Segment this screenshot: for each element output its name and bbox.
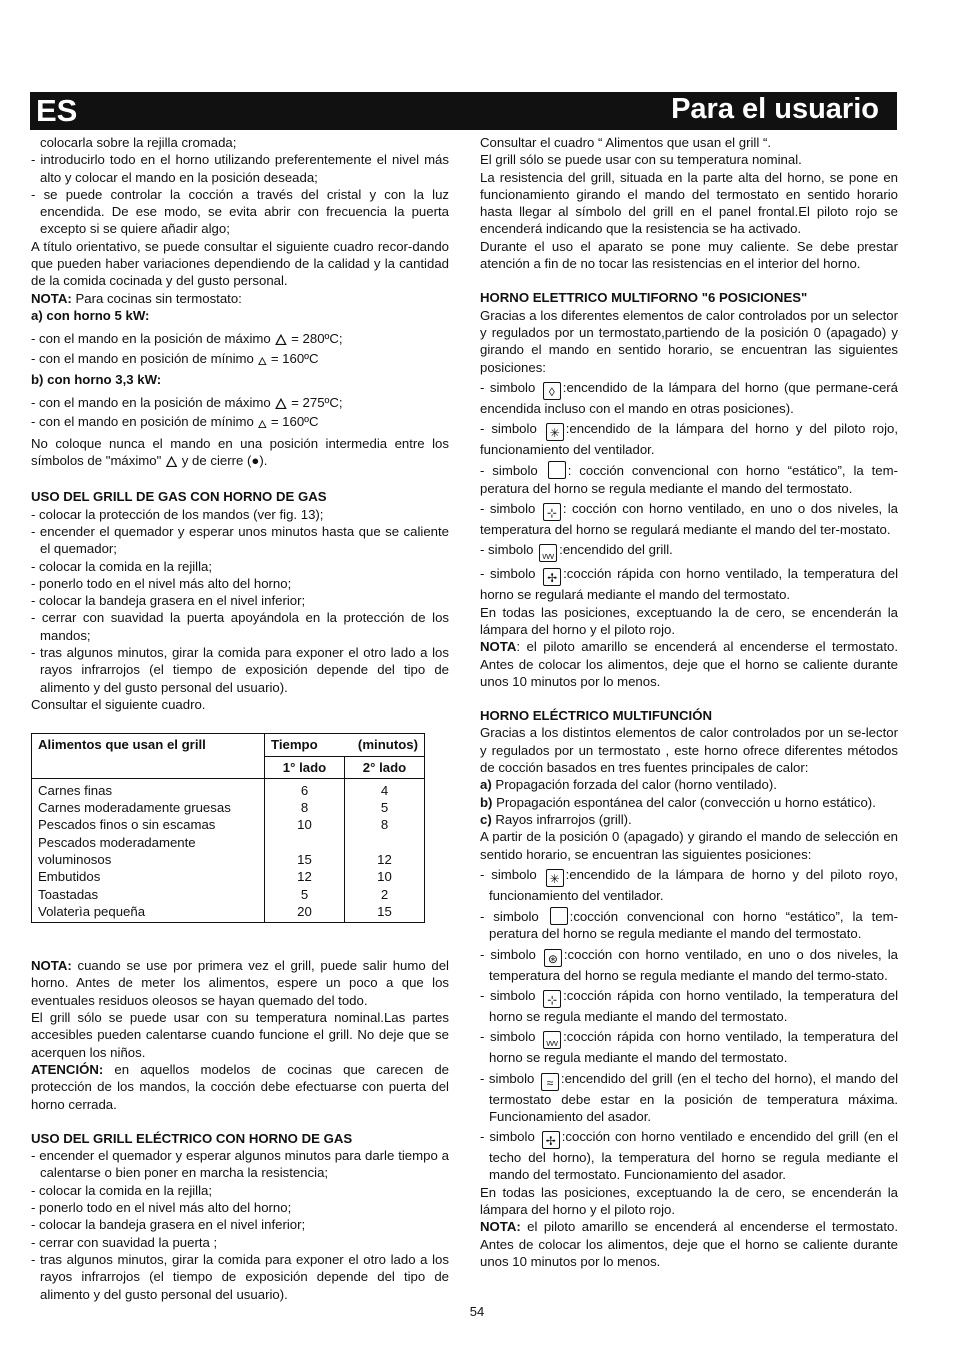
oven-function-icon [550,907,568,925]
note [31,290,449,307]
temp-line [31,330,449,349]
temp-value: = 160ºC [270,414,319,430]
note-label: NOTA: [31,290,72,306]
list-item: - se puede controlar la cocción a través del cristal y con la luz encendida. De ese modo, se evita abrir con frecuencia la puerta excepto si se quiere añadir algo; [31,186,449,237]
symbol-entry [480,1028,898,1066]
oven-function-icon: ⊛ [544,949,562,967]
section-heading: USO DEL GRILL ELÉCTRICO CON HORNO DE GAS [31,1130,353,1146]
symbol-entry [480,565,898,603]
page-title: Para el usuario [671,93,879,125]
symbol-description: : cocción con horno ventilado, en uno o dos niveles, la temperatura del horno se regulará mediante el mando del ter-mostato. [480,501,898,538]
paragraph-text: No coloque nunca el mando en una posición intermedia entre los símbolos de "máximo" [31,435,449,469]
six-position-symbols [480,379,898,604]
symbol-entry [480,500,898,538]
symbol-label: - simbolo [480,909,539,925]
heat-source-label: c) [480,811,492,827]
symbol-entry [480,541,898,562]
paragraph: Consultar el cuadro “ Alimentos que usan el grill “. [480,135,772,150]
temp-line [31,350,449,371]
symbol-description: :cocción con horno ventilado e encendido del grill (en el techo del horno), la temperatura del horno se regula mediante el mando del termostato. Funcionamiento del asador. [489,1129,898,1183]
heat-source-text: Rayos infrarrojos (grill). [491,811,632,827]
note-label: NOTA [480,639,517,655]
right-column [480,134,898,1270]
symbol-label: - simbolo [480,866,537,882]
temp-value: = 275ºC; [291,395,343,411]
heat-source [480,776,898,793]
symbol-entry [480,461,898,497]
symbol-label: - simbolo [480,1070,535,1086]
list-item: - colocar la comida en la rejilla; [31,1182,213,1198]
oven-function-icon: ✳ [546,423,564,441]
multifunction-symbols [480,866,898,1184]
symbol-entry [480,420,898,458]
list-item: - ponerlo todo en el nivel más alto del horno; [31,1200,292,1216]
symbol-entry [480,1070,898,1126]
oven-function-icon: ᵥᵥᵥ [539,544,557,562]
oven-function-icon: ◊ [543,382,561,400]
paragraph: En todas las posiciones, exceptuando la de cero, se encenderán la lámpara del horno y el piloto rojo. [480,1184,898,1218]
oven-function-icon: ✳ [546,869,564,887]
temp-line [31,394,449,413]
list-item: - introducirlo todo en el horno utilizando preferentemente el nivel más alto y colocar el mando en la posición deseada; [31,152,449,185]
oven-function-icon: ✢ [542,1131,560,1149]
table-header-side1: 1° lado [265,756,345,778]
note-text: : el piloto amarillo se encenderá al encenderse el termostato. Antes de colocar los alimentos, deje que el horno se caliente durante unos 10 minutos por lo menos. [480,639,898,689]
list-item: - colocar la bandeja grasera en el nivel inferior; [31,593,306,609]
list-item: - cerrar con suavidad la puerta ; [31,1234,218,1250]
left-column [31,134,449,1303]
oven-function-icon: ⊹ [543,990,561,1008]
subheading: a) con horno 5 kW: [31,307,150,323]
note-text: Para cocinas sin termostato: [71,290,242,306]
warning [31,1061,449,1113]
symbol-description: :encendido del grill (en el techo del horno), el mando del termostato debe estar en la posición de temperatura máxima. Funcionamiento del asador. [489,1070,898,1124]
flame-max-icon: 🜂 [274,396,288,414]
temp-line-text: - con el mando en la posición de máximo [31,395,271,411]
paragraph: El grill sólo se puede usar con su temperatura nominal.Las partes accesibles pueden calentarse cuando funcione el grill. No deje que se acerquen los niños. [31,1010,449,1060]
list-item: - ponerlo todo en el nivel más alto del horno; [31,575,292,591]
symbol-description: :cocción convencional con horno “estático”, la tem-peratura del horno se regula mediante el mando del termostato. [489,909,899,942]
list-item: - encender el quemador y esperar unos minutos hasta que se caliente el quemador; [31,523,449,557]
section-heading: HORNO ELÉCTRICO MULTIFUNCIÓN [480,708,712,724]
note-text: el piloto amarillo se encenderá al encenderse el termostato. Antes de colocar los alimentos, deje que el horno se caliente durante unos 10 minutos por lo menos. [480,1219,898,1269]
symbol-description: :encendido de la lámpara de horno y del piloto royo, funcionamiento del ventilador. [489,866,898,903]
temp-value: = 160ºC [270,350,319,366]
list-item: - tras algunos minutos, girar la comida para exponer el otro lado a los rayos infrarrojos (el tiempo de exposición depende del tipo de alimento y del gusto personal del usuario). [31,645,449,695]
note-label: NOTA: [31,958,72,974]
symbol-entry [480,379,898,417]
list-item: - encender el quemador y esperar algunos minutos para darle tiempo a calentarse o bien poner en marcha la resistencia; [31,1148,449,1181]
heat-source [480,794,898,811]
heat-source-text: Propagación forzada del calor (horno ventilado). [491,777,777,793]
symbol-label: - simbolo [480,946,536,962]
heat-source-label: b) [480,794,493,810]
symbol-label: - simbolo [480,542,534,558]
table-header-side2: 2° lado [344,756,424,778]
list-item: - colocar la protección de los mandos (ver fig. 13); [31,506,324,522]
gas-grill-steps [31,506,449,696]
temp-line-text: - con el mando en la posición de máximo [31,331,271,347]
note [31,957,449,1009]
symbol-entry [480,1128,898,1184]
list-item: - colocar la bandeja grasera en el nivel inferior; [31,1217,306,1233]
temp-value: = 280ºC; [291,331,343,347]
list-item: - cerrar con suavidad la puerta apoyándola en la protección de los mandos; [31,610,449,643]
symbol-description: :encendido del grill. [559,542,673,558]
page-number: 54 [469,1304,485,1319]
symbol-description: : cocción convencional con horno “estático”, la tem-peratura del horno se regula mediante el mando del termostato. [480,463,899,496]
symbol-description: :encendido de la lámpara del horno y del piloto rojo, funcionamiento del ventilador. [480,421,899,458]
paragraph: Durante el uso el aparato se pone muy caliente. Se debe prestar atención a fin de no tocar las resistencias en el interior del horno. [480,238,898,272]
heat-source-text: Propagación espontánea del calor (convección u horno estático). [492,794,876,810]
paragraph: A partir de la posición 0 (apagado) y girando el mando de selección en sentido horario, se encuentran las siguientes posiciones: [480,829,898,862]
symbol-entry [480,866,898,904]
symbol-entry [480,987,898,1025]
symbol-description: :cocción rápida con horno ventilado, la temperatura del horno se regula mediante el mando del termostato. [489,1029,898,1066]
table-cell-foods: Carnes finas Carnes moderadamente gruesas Pescados finos o sin escamas Pescados moderadamente voluminosos Embutidos Toastadas Volaterìa pequeña [32,778,265,922]
section-heading: HORNO ELETTRICO MULTIFORNO "6 POSICIONES" [480,290,808,306]
paragraph-text: y de cierre (●). [178,453,268,469]
note-text: cuando se use por primera vez el grill, puede salir humo del horno. Antes de meter los alimentos, espere un poco a que los eventuales residuos oleosos se hayan quemado del todo. [31,958,449,1008]
language-code: ES [36,93,78,128]
subheading: b) con horno 3,3 kW: [31,371,162,387]
paragraph: La resistencia del grill, situada en la parte alta del horno, se pone en funcionamiento girando el mando del termostato en sentido horario hasta llegar al símbolo del grill en el panel frontal.El piloto rojo se encenderá indicando que la resistencia se ha activado. [480,169,898,237]
heat-source [480,811,898,828]
note [480,1218,898,1270]
paragraph: Consultar el siguiente cuadro. [31,696,206,712]
symbol-label: - simbolo [480,463,538,479]
table-header-food: Alimentos que usan el grill [32,734,265,779]
warning-text: en aquellos modelos de cocinas que carecen de protección de los mandos, la cocción debe efectuarse con puerta del horno cerrada. [31,1061,449,1112]
flame-min-icon: 🜂 [257,419,268,432]
oven-function-icon: ✢ [543,568,561,586]
symbol-entry [480,946,898,984]
minutes-label: (minutos) [357,737,418,753]
symbol-label: - simbolo [480,379,536,395]
heat-source-label: a) [480,777,492,793]
paragraph: colocarla sobre la rejilla cromada; [40,135,237,150]
oven-function-icon: ᵥᵥᵥ [543,1031,561,1049]
page-header [30,92,897,130]
symbol-label: - simbolo [480,1129,535,1145]
flame-min-icon: 🜂 [257,355,268,368]
note-label: NOTA: [480,1219,521,1235]
table-cell-side1: 6 8 10 15 12 5 20 [265,778,345,922]
oven-function-icon: ≈ [541,1073,559,1091]
time-label: Tiempo [271,737,318,753]
symbol-label: - simbolo [480,501,536,517]
table-cell-side2: 4 5 8 12 10 2 15 [344,778,424,922]
paragraph: El grill sólo se puede usar con su temperatura nominal. [480,152,802,168]
paragraph [31,435,449,472]
symbol-label: - simbolo [480,987,536,1003]
flame-max-icon: 🜂 [274,332,288,350]
paragraph: En todas las posiciones, exceptuando la de cero, se encenderán la lámpara del horno y el piloto rojo. [480,604,898,637]
symbol-label: - simbolo [480,566,536,582]
oven-function-icon: ⊹ [543,503,561,521]
symbol-label: - simbolo [480,1029,536,1045]
symbol-description: :encendido de la lámpara del horno (que permane-cerá encendida incluso con el mando en otras posiciones). [480,379,899,416]
section-heading: USO DEL GRILL DE GAS CON HORNO DE GAS [31,489,327,505]
symbol-entry [480,907,898,943]
symbol-description: :cocción rápida con horno ventilado, la temperatura del horno se regula mediante el mando del termostato. [489,987,898,1024]
paragraph: A título orientativo, se puede consultar el siguiente cuadro recor-dando que pueden haber variaciones dependiendo de la calidad y la cantidad de la comida cocinada y del gusto personal. [31,238,449,289]
warning-label: ATENCIÓN: [31,1061,104,1077]
paragraph: Gracias a los distintos elementos de calor controlados por un se-lector y regulados por un termostato , este horno ofrece diferentes métodos de cocción basados en tres fuentes principales de calor: [480,725,898,776]
temp-line [31,413,449,434]
electric-grill-steps [31,1147,449,1303]
paragraph: Gracias a los diferentes elementos de calor controlados por un selector y regulados por un termostato,partiendo de la posición 0 (apagado) y girando el mando en sentido horario, se encuentran las siguientes posiciones: [480,307,898,375]
temp-line-text: - con el mando en posición de mínimo [31,350,254,366]
table-header-time [265,734,425,756]
flame-max-icon: 🜂 [164,454,179,472]
oven-function-icon [548,461,566,479]
note [480,638,898,690]
list-item: - tras algunos minutos, girar la comida para exponer el otro lado a los rayos infrarrojos (el tiempo de exposición depende del tipo de alimento y del gusto personal del usuario). [31,1251,449,1302]
symbol-label: - simbolo [480,421,537,437]
grill-table [31,733,425,923]
symbol-description: :cocción con horno ventilado, en uno o dos niveles, la temperatura del horno se regula mediante el mando del termo-stato. [489,946,898,983]
list-item: - colocar la comida en la rejilla; [31,558,213,574]
temp-line-text: - con el mando en posición de mínimo [31,414,254,430]
symbol-description: :cocción rápida con horno ventilado, la temperatura del horno se regulará mediante el mando del termostato. [480,566,898,603]
